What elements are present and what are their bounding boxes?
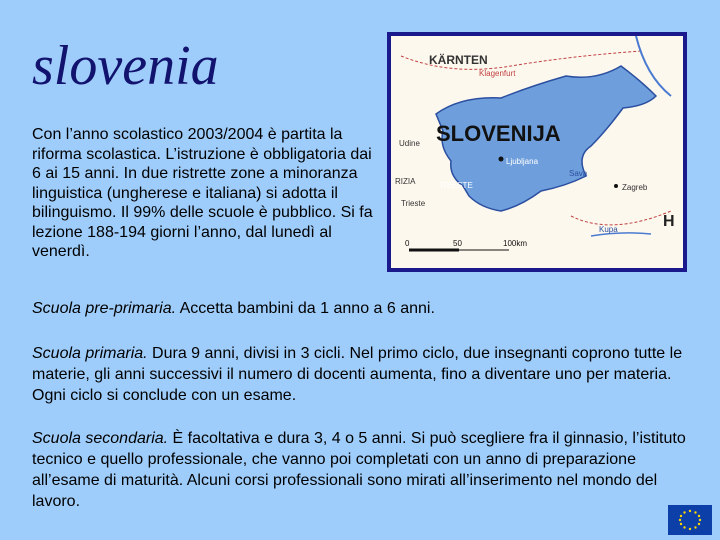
- page-title: slovenia: [32, 35, 219, 97]
- kupa-label: Kupa: [599, 225, 618, 234]
- section-text: È facoltativa e dura 3, 4 o 5 anni. Si può scegliere fra il ginnasio, l’istituto tecnico e quello professionale, che vanno poi completati con un anno di preparazione all’esame di maturità. Alcuni corsi professionali sono mirati all’inserimento nel mondo del lavoro.: [32, 430, 686, 510]
- section-preprimary: [32, 298, 692, 319]
- trieste-label: Trieste: [401, 199, 426, 208]
- klagenfurt-label: Klagenfurt: [479, 69, 516, 78]
- section-secondary: [32, 428, 692, 512]
- scale-zero: 0: [405, 239, 410, 248]
- section-text: Accetta bambini da 1 anno a 6 anni.: [176, 300, 435, 317]
- country-label: SLOVENIJA: [436, 121, 561, 146]
- ljubljana-label: Ljubljana: [506, 157, 539, 166]
- trieste-region-label: TRIESTE: [439, 181, 473, 190]
- map-svg: [391, 36, 683, 268]
- zagreb-label: Zagreb: [622, 183, 648, 192]
- sava-label: Sava: [569, 169, 588, 178]
- capital-dot: [499, 157, 504, 162]
- section-lead: Scuola secondaria.: [32, 430, 169, 447]
- section-lead: Scuola pre-primaria.: [32, 300, 177, 317]
- slovenia-map: [387, 32, 687, 272]
- section-primary: [32, 343, 692, 406]
- eu-flag-icon: [668, 505, 712, 535]
- scale-end: 100km: [503, 239, 528, 248]
- edge-h-label: H: [663, 213, 675, 230]
- section-lead: Scuola primaria.: [32, 345, 148, 362]
- scale-mid: 50: [453, 239, 462, 248]
- zagreb-dot: [614, 184, 618, 188]
- karnten-label: KÄRNTEN: [429, 53, 488, 67]
- rizia-label: RIZIA: [395, 177, 416, 186]
- section-text: Dura 9 anni, divisi in 3 cicli. Nel primo ciclo, due insegnanti coprono tutte le materie, gli anni successivi il numero di docenti aumenta, fino a diventare uno per materia. Ogni ciclo si conclude con un esame.: [32, 345, 683, 404]
- intro-paragraph: Con l’anno scolastico 2003/2004 è partita la riforma scolastica. L’istruzione è obbligatoria dai 6 ai 15 anni. In due ristrette zone a minoranza linguistica (ungherese e italiana) si adotta il bilinguismo. Il 99% delle scuole è pubblico. Si fa lezione 188-194 giorni l’anno, dal lunedì al venerdì.: [32, 126, 373, 260]
- udine-label: Udine: [399, 139, 420, 148]
